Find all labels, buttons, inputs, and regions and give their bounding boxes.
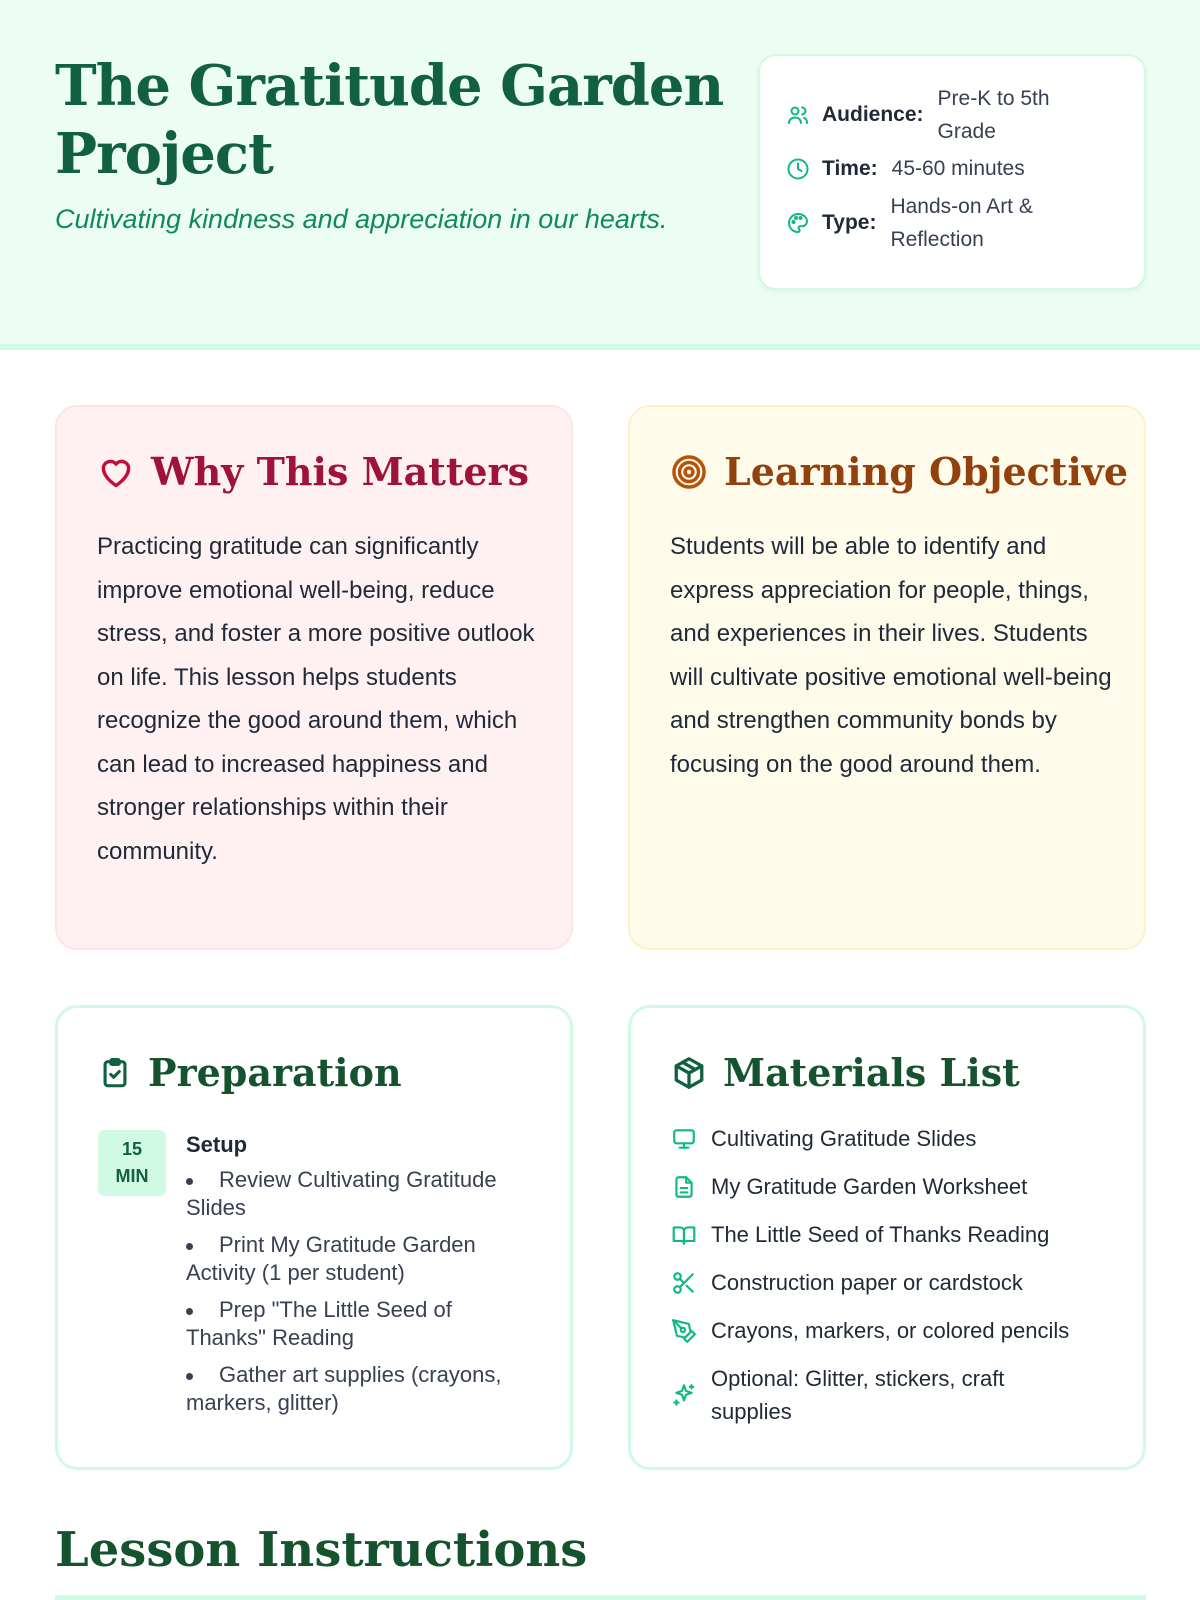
audience-row [786, 82, 1088, 148]
materials-list [671, 1122, 1111, 1443]
why-title [97, 449, 529, 494]
material-label: Construction paper or cardstock [711, 1270, 1023, 1295]
material-label: Crayons, markers, or colored pencils [711, 1318, 1070, 1343]
setup-heading: Setup [186, 1132, 248, 1157]
materials-title [671, 1050, 1020, 1095]
palette-icon [786, 211, 810, 235]
page-title: The Gratitude Garden Project [55, 53, 724, 187]
material-label: My Gratitude Garden Worksheet [711, 1174, 1028, 1199]
target-icon [670, 453, 708, 491]
heart-icon [97, 453, 135, 491]
clock-icon [786, 157, 810, 181]
type-label: Type: [822, 211, 877, 234]
page-subtitle: Cultivating kindness and appreciation in our hearts. [55, 204, 668, 234]
list-item [671, 1218, 1111, 1251]
materials-title-text: Materials List [723, 1050, 1020, 1095]
setup-list [186, 1166, 531, 1426]
list-item: Gather art supplies (crayons, markers, glitter) [186, 1361, 531, 1417]
list-item: Review Cultivating Gratitude Slides [186, 1166, 531, 1222]
material-label: The Little Seed of Thanks Reading [711, 1222, 1050, 1247]
time-label: Time: [822, 156, 878, 180]
audience-label: Audience: [822, 103, 924, 126]
time-value: 45-60 minutes [891, 157, 1025, 180]
sparkles-icon [671, 1382, 697, 1408]
scissors-icon [671, 1270, 697, 1296]
list-item: Print My Gratitude Garden Activity (1 per student) [186, 1231, 531, 1287]
objective-body: Students will be able to identify and express appreciation for people, things, and experiences in their lives. Students will cultivate positive emotional well-being and strengthen community bonds by focusing on the good around them. [670, 533, 1112, 778]
hero-banner [0, 0, 1200, 350]
lesson-instructions-heading: Lesson Instructions [55, 1522, 588, 1578]
list-item [671, 1362, 1111, 1428]
pen-tool-icon [671, 1318, 697, 1344]
clipboard-check-icon [98, 1056, 132, 1090]
section-divider [55, 1595, 1146, 1600]
preparation-title-text: Preparation [148, 1050, 402, 1095]
type-value: Hands-on Art & Reflection [890, 195, 1033, 251]
list-item: Prep "The Little Seed of Thanks" Reading [186, 1296, 531, 1352]
lesson-info-card [758, 54, 1146, 290]
time-row [786, 152, 1025, 185]
list-item [671, 1314, 1111, 1347]
time-badge [98, 1130, 166, 1196]
list-item [671, 1266, 1111, 1299]
preparation-card [55, 1005, 573, 1470]
why-this-matters-card [55, 405, 573, 950]
time-badge-number: 15 [121, 1139, 143, 1159]
objective-title-text: Learning Objective [724, 449, 1129, 494]
list-item [671, 1170, 1111, 1203]
objective-title [670, 449, 1128, 494]
preparation-title [98, 1050, 402, 1095]
learning-objective-card [628, 405, 1146, 950]
document-icon [671, 1174, 697, 1200]
package-icon [671, 1055, 707, 1091]
why-title-text: Why This Matters [151, 449, 529, 494]
type-row [786, 190, 1080, 256]
materials-card [628, 1005, 1146, 1470]
monitor-icon [671, 1126, 697, 1152]
list-item [671, 1122, 1111, 1155]
material-label: Optional: Glitter, stickers, craft supplies [711, 1366, 1005, 1424]
users-icon [786, 103, 810, 127]
audience-value: Pre-K to 5th Grade [937, 87, 1050, 143]
material-label: Cultivating Gratitude Slides [711, 1126, 977, 1151]
book-open-icon [671, 1222, 697, 1248]
time-badge-unit: MIN [115, 1166, 149, 1186]
why-body: Practicing gratitude can significantly improve emotional well-being, reduce stress, and foster a more positive outlook on life. This lesson helps students recognize the good around them, which can lead to increased happiness and stronger relationships within their community. [97, 533, 535, 865]
